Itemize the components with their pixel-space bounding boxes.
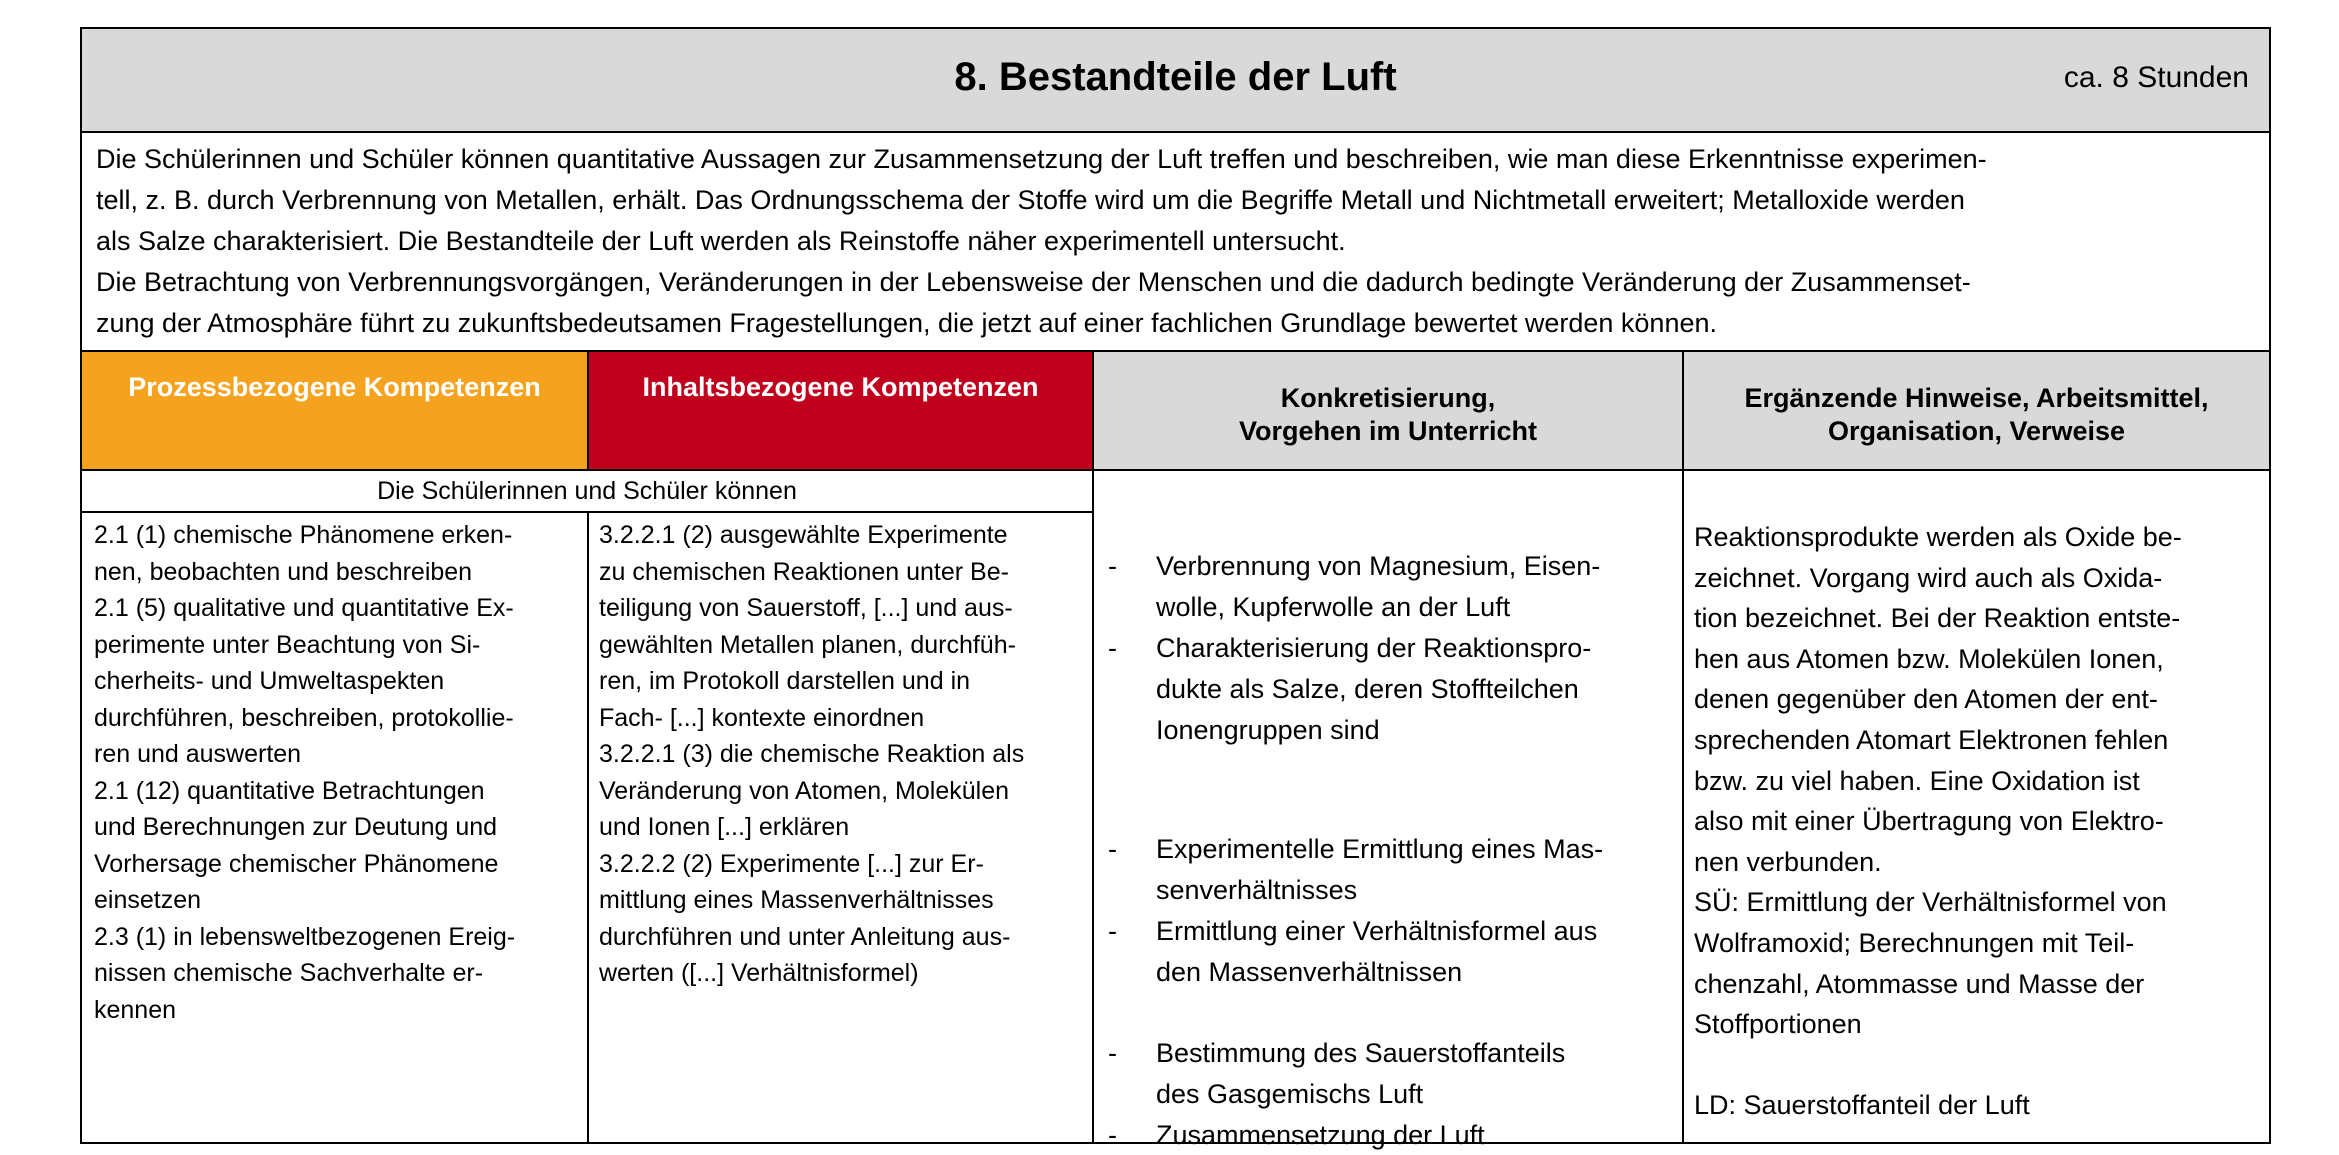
list-item-text: Experimentelle Ermittlung eines Mas-	[1156, 834, 1604, 864]
list-item: nen verbunden.	[1694, 846, 1882, 877]
list-item: Veränderung von Atomen, Molekülen	[599, 776, 1009, 805]
content-competencies-list	[599, 517, 1024, 992]
list-item-text: Ermittlung einer Verhältnisformel aus	[1156, 916, 1598, 946]
header-concretization	[1092, 352, 1682, 469]
header-notes-line: Ergänzende Hinweise, Arbeitsmittel,	[1744, 383, 2209, 413]
list-item: ren, im Protokoll darstellen und in	[599, 667, 971, 695]
list-item: 2.1 (5) qualitative und quantitative Ex-	[94, 594, 514, 622]
notes-list	[1694, 517, 2182, 1126]
list-item: mittlung eines Massenverhältnisses	[599, 886, 994, 914]
list-item-text: des Gasgemischs Luft	[1156, 1079, 1424, 1109]
divider	[1682, 469, 1684, 1144]
list-item: teiligung von Sauerstoff, [...] und aus-	[599, 594, 1013, 622]
dash-marker: -	[1108, 1120, 1117, 1150]
divider	[1092, 469, 1094, 1144]
list-item: Vorhersage chemischer Phänomene	[94, 849, 499, 878]
curriculum-table	[80, 27, 2271, 1150]
list-item-text: senverhältnisses	[1156, 875, 1358, 905]
process-competencies-list	[94, 517, 515, 1028]
list-item: 2.1 (12) quantitative Betrachtungen	[94, 776, 485, 805]
list-item	[1694, 1045, 2182, 1086]
intro-line: zung der Atmosphäre führt zu zukunftsbedeutsamen Fragestellungen, die jetzt auf einer fachlichen Grundlage bewertet werden können.	[96, 308, 1718, 338]
subheader: Die Schülerinnen und Schüler können	[377, 477, 797, 505]
list-item-text: Verbrennung von Magnesium, Eisen-	[1156, 551, 1601, 581]
list-item: perimente unter Beachtung von Si-	[94, 630, 481, 659]
header-content-competencies: Inhaltsbezogene Kompetenzen	[587, 352, 1092, 469]
page-title: 8. Bestandteile der Luft	[954, 55, 1397, 99]
list-item: tion bezeichnet. Bei der Reaktion entste-	[1694, 603, 2181, 634]
intro-line: tell, z. B. durch Verbrennung von Metallen, erhält. Das Ordnungsschema der Stoffe wird um die Begriffe Metall und Nichtmetall erweitert; Metalloxide werden	[96, 185, 1965, 215]
title-bar	[82, 29, 2269, 133]
header-notes-line: Organisation, Verweise	[1827, 416, 2126, 446]
duration-label: ca. 8 Stunden	[2063, 61, 2249, 94]
list-item: Reaktionsprodukte werden als Oxide be-	[1694, 522, 2182, 552]
list-item: SÜ: Ermittlung der Verhältnisformel von	[1694, 887, 2167, 918]
list-item: Wolframoxid; Berechnungen mit Teil-	[1694, 927, 2135, 958]
list-item: und Ionen [...] erklären	[599, 813, 850, 841]
list-item-text: dukte als Salze, deren Stoffteilchen	[1156, 674, 1579, 704]
list-item: kennen	[94, 995, 177, 1024]
intro-paragraph	[96, 139, 2256, 344]
list-item: werten ([...] Verhältnisformel)	[599, 959, 919, 987]
list-item: chenzahl, Atommasse und Masse der	[1694, 968, 2145, 999]
header-notes	[1682, 352, 2269, 469]
list-item-text: wolle, Kupferwolle an der Luft	[1156, 592, 1511, 622]
list-item: denen gegenüber den Atomen der ent-	[1694, 684, 2158, 715]
header-concretization-line: Vorgehen im Unterricht	[1238, 416, 1538, 446]
list-item: ren und auswerten	[94, 740, 302, 768]
dash-marker: -	[1108, 916, 1117, 946]
list-item: 3.2.2.2 (2) Experimente [...] zur Er-	[599, 849, 984, 878]
list-item: und Berechnungen zur Deutung und	[94, 813, 498, 841]
header-concretization-line: Konkretisierung,	[1280, 383, 1496, 413]
intro-line: Die Schülerinnen und Schüler können quantitative Aussagen zur Zusammensetzung der Luft treffen und beschreiben, wie man diese Erkenntnisse experimen-	[96, 144, 1987, 174]
list-item-text: Zusammensetzung der Luft	[1156, 1120, 1485, 1150]
list-item: 3.2.2.1 (2) ausgewählte Experimente	[599, 521, 1008, 549]
list-item: gewählten Metallen planen, durchfüh-	[599, 630, 1016, 659]
list-item: bzw. zu viel haben. Eine Oxidation ist	[1694, 765, 2140, 796]
list-item: nen, beobachten und beschreiben	[94, 557, 473, 586]
list-item: LD: Sauerstoffanteil der Luft	[1694, 1090, 2030, 1121]
dash-marker: -	[1108, 551, 1117, 581]
list-item: 3.2.2.1 (3) die chemische Reaktion als	[599, 740, 1025, 768]
list-item: zeichnet. Vorgang wird auch als Oxida-	[1694, 562, 2163, 593]
list-item: einsetzen	[94, 886, 202, 914]
list-item: sprechenden Atomart Elektronen fehlen	[1694, 724, 2169, 755]
list-item: durchführen und unter Anleitung aus-	[599, 922, 1011, 951]
dash-marker: -	[1108, 1038, 1117, 1068]
list-item-text: den Massenverhältnissen	[1156, 957, 1463, 987]
intro-line: Die Betrachtung von Verbrennungsvorgängen, Veränderungen in der Lebensweise der Menschen und die dadurch bedingte Veränderung der Zusammenset-	[96, 267, 1971, 297]
list-item: nissen chemische Sachverhalte er-	[94, 959, 484, 987]
list-item: hen aus Atomen bzw. Molekülen Ionen,	[1694, 643, 2164, 674]
list-item: Fach- [...] kontexte einordnen	[599, 703, 925, 732]
list-item: Stoffportionen	[1694, 1009, 1862, 1040]
list-item: cherheits- und Umweltaspekten	[94, 667, 445, 695]
list-item: durchführen, beschreiben, protokollie-	[94, 703, 514, 732]
list-item: zu chemischen Reaktionen unter Be-	[599, 557, 1009, 586]
list-item: 2.3 (1) in lebensweltbezogenen Ereig-	[94, 922, 516, 951]
header-process-competencies: Prozessbezogene Kompetenzen	[82, 352, 587, 469]
intro-line: als Salze charakterisiert. Die Bestandteile der Luft werden als Reinstoffe näher experimentell untersucht.	[96, 226, 1346, 256]
dash-marker: -	[1108, 834, 1117, 864]
divider	[587, 511, 589, 1144]
list-item-text: Bestimmung des Sauerstoffanteils	[1156, 1038, 1566, 1068]
list-item-text: Ionengruppen sind	[1156, 715, 1380, 745]
dash-marker: -	[1108, 633, 1117, 663]
list-item-text: Charakterisierung der Reaktionspro-	[1156, 633, 1592, 663]
list-item: 2.1 (1) chemische Phänomene erken-	[94, 521, 513, 549]
list-item: also mit einer Übertragung von Elektro-	[1694, 806, 2164, 837]
